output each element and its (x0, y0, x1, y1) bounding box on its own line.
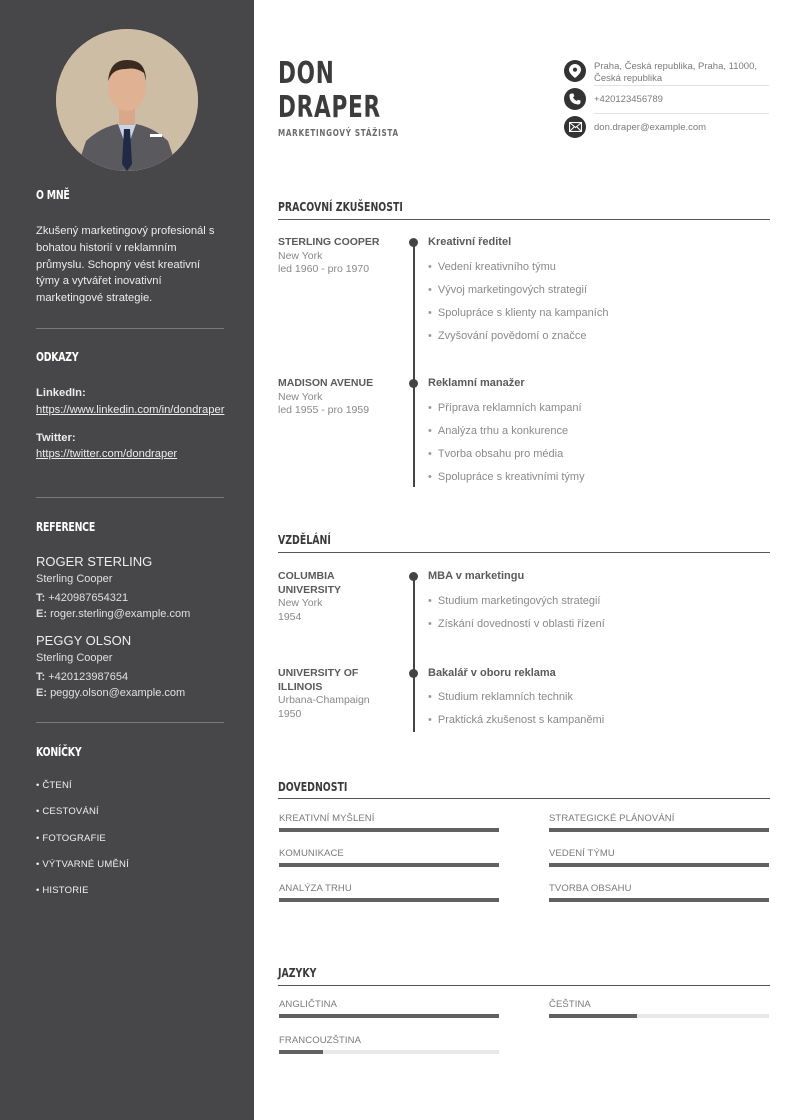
contact-email[interactable]: don.draper@example.com (594, 122, 707, 133)
org-dates: led 1955 - pro 1959 (278, 404, 370, 416)
reference-phone: +420123987654 (48, 670, 129, 683)
linkedin-link[interactable]: https://www.linkedin.com/in/dondraper (36, 403, 225, 416)
org-place: New York (278, 597, 323, 609)
skill-bar (279, 828, 499, 832)
experience-heading: PRACOVNÍ ZKUŠENOSTI (278, 199, 403, 214)
linkedin-label: LinkedIn: (36, 387, 86, 399)
twitter-label: Twitter: (36, 431, 76, 444)
org-name: MADISON AVENUE (278, 377, 374, 389)
hobbies-heading: KONÍČKY (36, 745, 82, 759)
experience-org (278, 377, 398, 418)
references-heading: REFERENCE (36, 520, 95, 534)
bullet-item: • Tvorba obsahu pro média (428, 448, 563, 460)
org-place: New York (278, 390, 323, 403)
divider (36, 497, 224, 498)
reference-email: roger.sterling@example.com (50, 607, 191, 620)
section-rule (278, 985, 770, 986)
org-place: Urbana-Champaign (278, 694, 370, 706)
bar-fill (549, 1014, 637, 1018)
reference-item (36, 554, 226, 622)
location-icon (564, 60, 586, 82)
phone-icon (564, 88, 586, 110)
hobby-item: • VÝTVARNÉ UMĚNÍ (36, 859, 129, 870)
job-role: MARKETINGOVÝ STÁŽISTA (278, 128, 399, 139)
twitter-link[interactable]: https://twitter.com/dondraper (36, 448, 178, 461)
bullet-item: • Praktická zkušenost s kampaněmi (428, 714, 604, 726)
section-rule (278, 552, 770, 553)
bullet-item: • Získání dovedností v oblasti řízení (428, 618, 605, 630)
reference-company: Sterling Cooper (36, 572, 113, 585)
hobby-item: • HISTORIE (36, 885, 89, 896)
contact-address: Praha, Česká republika, Praha, 11000, Česká republika (594, 61, 758, 84)
email-icon (564, 116, 586, 138)
bar-fill (279, 828, 499, 832)
language-label: FRANCOUZŠTINA (279, 1035, 362, 1046)
bullet-item: • Spolupráce s kreativními týmy (428, 471, 585, 483)
last-name: DRAPER (278, 90, 381, 125)
org-name-line1: UNIVERSITY OF (278, 667, 359, 679)
profile-photo (56, 29, 198, 171)
contact-divider (594, 85, 769, 86)
phone-label: T: (36, 591, 46, 604)
contact-divider (594, 113, 769, 114)
phone-label: T: (36, 670, 46, 683)
timeline-dot (409, 379, 418, 388)
timeline-dot (409, 572, 418, 581)
org-place: New York (278, 249, 323, 262)
reference-company: Sterling Cooper (36, 651, 113, 664)
bar-fill (279, 898, 499, 902)
sidebar (0, 0, 254, 1120)
bar-fill (279, 1014, 499, 1018)
skill-label: ANALÝZA TRHU (279, 883, 352, 894)
bar-fill (549, 828, 769, 832)
bar-fill (279, 1050, 323, 1054)
divider (36, 722, 224, 723)
bar-fill (279, 863, 499, 867)
timeline-dot (409, 669, 418, 678)
skill-bar (279, 898, 499, 902)
org-dates: 1950 (278, 707, 302, 720)
skill-bar (549, 863, 769, 867)
about-text: Zkušený marketingový profesionál s bohatou historií v reklamním průmyslu. Schopný vést kreativní týmy a vytvářet inovativní marketingové strategie. (36, 225, 215, 305)
hobby-item: • CESTOVÁNÍ (36, 806, 99, 817)
about-heading: O MNĚ (36, 188, 70, 202)
links-heading: ODKAZY (36, 350, 79, 364)
org-dates: led 1960 - pro 1970 (278, 263, 370, 275)
links-list (36, 385, 226, 463)
skill-bar (279, 863, 499, 867)
skill-label: VEDENÍ TÝMU (549, 848, 615, 859)
section-rule (278, 219, 770, 220)
hobby-item: • FOTOGRAFIE (36, 833, 106, 844)
hobby-item: • ČTENÍ (36, 780, 72, 791)
timeline-dot (409, 238, 418, 247)
reference-name: PEGGY OLSON (36, 633, 132, 648)
skill-label: TVORBA OBSAHU (549, 883, 632, 894)
bullet-item: • Vedení kreativního týmu (428, 261, 556, 273)
contact-phone: +420123456789 (594, 94, 663, 105)
bar-fill (549, 863, 769, 867)
org-name-line1: COLUMBIA (278, 570, 335, 582)
degree-title: MBA v marketingu (428, 570, 525, 582)
email-label: E: (36, 607, 47, 620)
reference-phone: +420987654321 (48, 591, 129, 604)
language-bar (279, 1014, 499, 1018)
timeline-line (413, 242, 415, 487)
skill-label: STRATEGICKÉ PLÁNOVÁNÍ (549, 813, 675, 824)
org-dates: 1954 (278, 610, 302, 623)
job-title: Reklamní manažer (428, 377, 525, 389)
language-label: ANGLIČTINA (279, 999, 338, 1010)
education-org (278, 667, 398, 721)
degree-title: Bakalář v oboru reklama (428, 667, 556, 679)
language-label: ČEŠTINA (549, 999, 591, 1010)
org-name: STERLING COOPER (278, 236, 380, 248)
divider (36, 328, 224, 329)
job-title: Kreativní ředitel (428, 236, 512, 248)
bullet-item: • Příprava reklamních kampaní (428, 402, 582, 414)
language-bar (279, 1050, 499, 1054)
reference-item (36, 633, 226, 701)
education-heading: VZDĚLÁNÍ (278, 532, 331, 547)
first-name: DON (278, 56, 335, 91)
reference-name: ROGER STERLING (36, 554, 153, 569)
reference-email: peggy.olson@example.com (50, 686, 186, 699)
language-bar (549, 1014, 769, 1018)
skill-label: KREATIVNÍ MYŠLENÍ (279, 813, 375, 824)
skill-label: KOMUNIKACE (279, 848, 344, 859)
bullet-item: • Spolupráce s klienty na kampaních (428, 307, 608, 319)
bullet-item: • Studium marketingových strategií (428, 595, 601, 607)
skill-bar (549, 828, 769, 832)
bullet-item: • Vývoj marketingových strategií (428, 284, 587, 296)
skill-bar (549, 898, 769, 902)
bullet-item: • Studium reklamních technik (428, 691, 573, 703)
email-label: E: (36, 686, 47, 699)
section-rule (278, 798, 770, 799)
languages-heading: JAZYKY (278, 965, 317, 980)
bar-fill (549, 898, 769, 902)
experience-org (278, 236, 398, 277)
org-name-line2: UNIVERSITY (278, 583, 342, 596)
education-org (278, 570, 398, 624)
timeline-line (413, 575, 415, 732)
org-name-line2: ILLINOIS (278, 680, 323, 693)
bullet-item: • Analýza trhu a konkurence (428, 425, 568, 437)
skills-heading: DOVEDNOSTI (278, 779, 348, 794)
bullet-item: • Zvyšování povědomí o značce (428, 330, 586, 342)
